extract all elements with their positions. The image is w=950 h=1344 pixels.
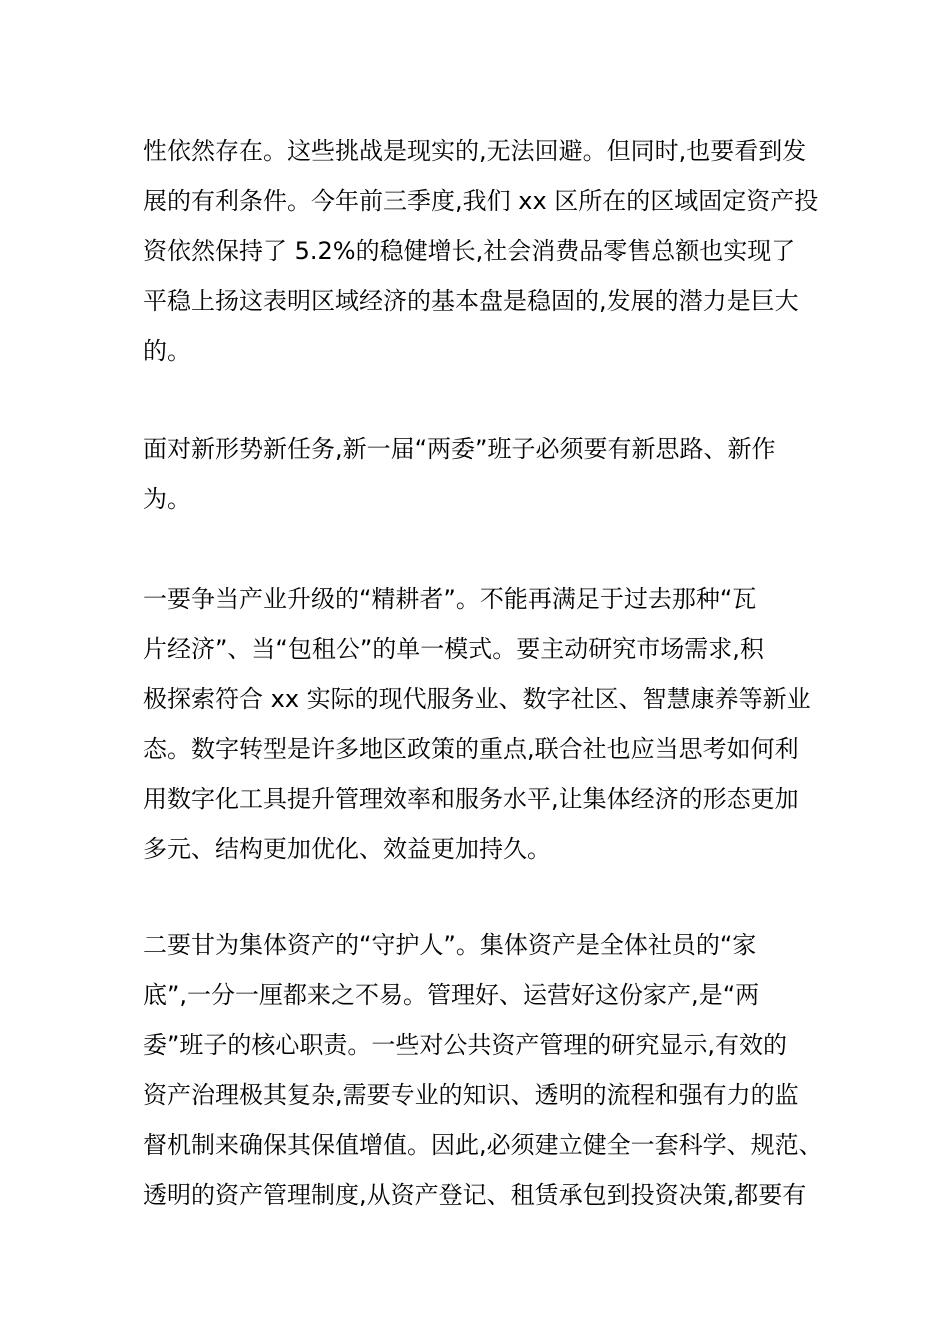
- text-line: 多元、结构更加优化、效益更加持久。: [143, 835, 551, 863]
- text-line: 一要争当产业升级的“精耕者”。不能再满足于过去那种“瓦: [143, 585, 757, 613]
- text-line: 资依然保持了 5.2%的稳健增长,社会消费品零售总额也实现了: [143, 237, 796, 265]
- text-line: 性依然存在。这些挑战是现实的,无法回避。但同时,也要看到发: [143, 137, 807, 165]
- text-line: 极探索符合 xx 实际的现代服务业、数字社区、智慧康养等新业: [143, 685, 811, 713]
- text-line: 资产治理极其复杂,需要专业的知识、透明的流程和强有力的监: [143, 1081, 799, 1109]
- text-line: 面对新形势新任务,新一届“两委”班子必须要有新思路、新作: [143, 435, 776, 463]
- text-line: 的。: [143, 337, 191, 365]
- text-line: 态。数字转型是许多地区政策的重点,联合社也应当思考如何利: [143, 735, 799, 763]
- text-line: 督机制来确保其保值增值。因此,必须建立健全一套科学、规范、: [143, 1131, 823, 1159]
- text-line: 用数字化工具提升管理效率和服务水平,让集体经济的形态更加: [143, 785, 799, 813]
- text-line: 展的有利条件。今年前三季度,我们 xx 区所在的区域固定资产投: [143, 187, 819, 215]
- text-line: 平稳上扬这表明区域经济的基本盘是稳固的,发展的潜力是巨大: [143, 287, 799, 315]
- text-line: 为。: [143, 485, 191, 513]
- paragraph-new-situation: [143, 424, 776, 524]
- text-line: 委”班子的核心职责。一些对公共资产管理的研究显示,有效的: [143, 1031, 788, 1059]
- paragraph-asset-guardian: [143, 920, 823, 1220]
- text-line: 片经济”、当“包租公”的单一模式。要主动研究市场需求,积: [143, 635, 764, 663]
- text-line: 二要甘为集体资产的“守护人”。集体资产是全体社员的“家: [143, 931, 757, 959]
- text-line: 透明的资产管理制度,从资产登记、租赁承包到投资决策,都要有: [143, 1181, 807, 1209]
- paragraph-industry-upgrade: [143, 574, 811, 874]
- text-line: 底”,一分一厘都来之不易。管理好、运营好这份家产,是“两: [143, 981, 760, 1009]
- paragraph-challenges: [143, 126, 818, 376]
